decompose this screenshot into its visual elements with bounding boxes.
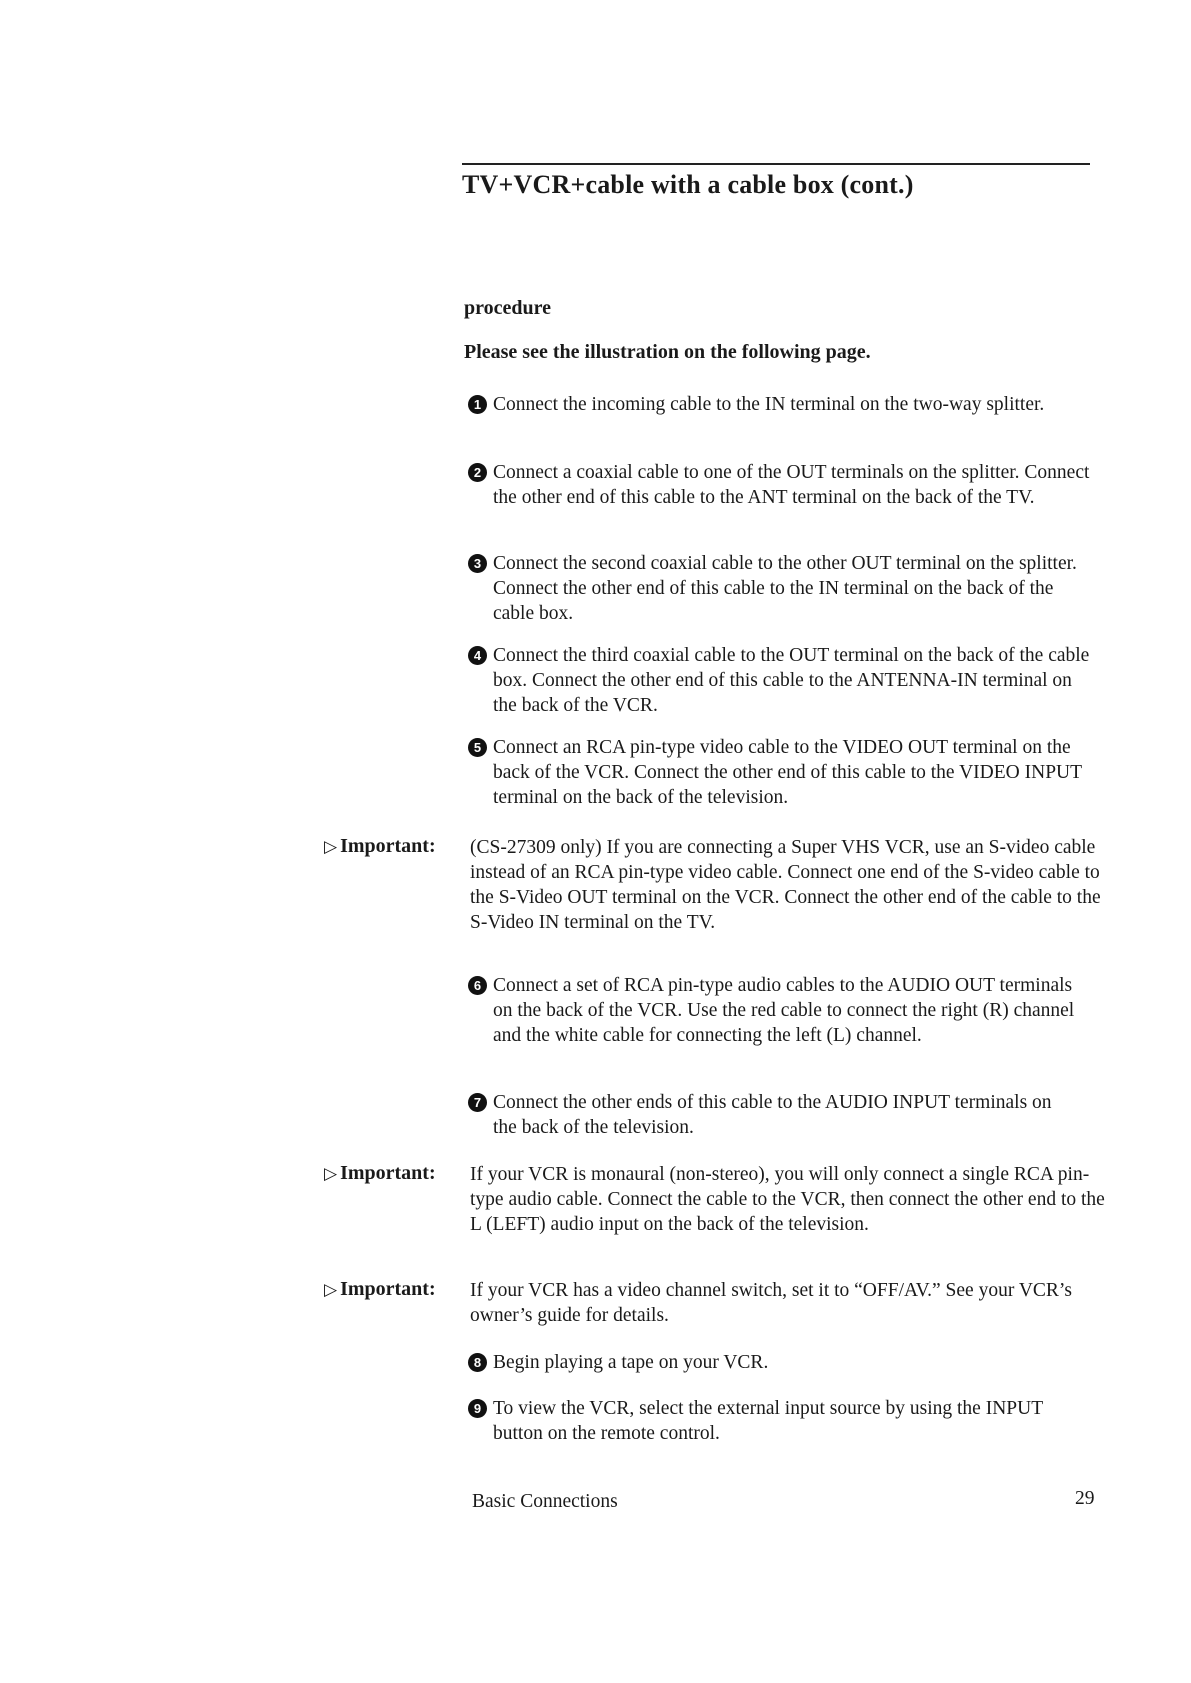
footer-section-title: Basic Connections [472,1491,618,1512]
step-8-number-icon: 8 [468,1353,487,1372]
step-1-number-icon: 1 [468,395,487,414]
step-8 [468,1350,1093,1375]
step-7-text: Connect the other ends of this cable to the AUDIO INPUT terminals on the back of the television. [493,1092,1052,1138]
step-4-text: Connect the third coaxial cable to the OUT terminal on the back of the cable box. Connect the other end of this cable to the ANTENNA-IN terminal on the back of the VCR. [493,645,1090,716]
step-4-number-icon: 4 [468,646,487,665]
important-label-2: ▷ Important: [324,1162,436,1184]
step-6-text: Connect a set of RCA pin-type audio cables to the AUDIO OUT terminals on the back of the VCR. Use the red cable to connect the right (R) channel and the white cable for connecting the left (L) channel. [493,975,1075,1046]
important-label-3: ▷ Important: [324,1278,436,1300]
step-9-text: To view the VCR, select the external input source by using the INPUT button on the remote control. [493,1398,1043,1444]
step-2-text: Connect a coaxial cable to one of the OUT terminals on the splitter. Connect the other end of this cable to the ANT terminal on the back of the TV. [493,462,1090,508]
illustration-note: Please see the illustration on the following page. [464,341,871,363]
step-6 [468,973,1088,1048]
step-5-text: Connect an RCA pin-type video cable to the VIDEO OUT terminal on the back of the VCR. Connect the other end of this cable to the VIDEO INPUT terminal on the back of the television. [493,737,1082,808]
step-2-number-icon: 2 [468,463,487,482]
important-note-1: (CS-27309 only) If you are connecting a Super VHS VCR, use an S-video cable instead of an RCA pin-type video cable. Connect one end of the S-video cable to the S-Video OUT terminal on the VCR. Connect the other end of the cable to the S-Video IN terminal on the TV. [470,837,1101,933]
important-note-3: If your VCR has a video channel switch, set it to “OFF/AV.” See your VCR’s owner’s guide for details. [470,1280,1072,1326]
step-4 [468,643,1093,718]
triangle-right-icon: ▷ [324,837,338,857]
triangle-right-icon: ▷ [324,1164,338,1184]
step-5 [468,735,1093,810]
step-5-number-icon: 5 [468,738,487,757]
step-6-number-icon: 6 [468,976,487,995]
step-9 [468,1396,1083,1446]
step-3-text: Connect the second coaxial cable to the other OUT terminal on the splitter. Connect the other end of this cable to the IN terminal on the back of the cable box. [493,553,1077,624]
step-7 [468,1090,1068,1140]
page-number: 29 [1075,1488,1095,1509]
step-1-text: Connect the incoming cable to the IN terminal on the two-way splitter. [493,394,1045,415]
important-note-2: If your VCR is monaural (non-stereo), you will only connect a single RCA pin-type audio cable. Connect the cable to the VCR, then connect the other end to the L (LEFT) audio input on the back of the television. [470,1164,1105,1235]
step-1 [468,392,1083,417]
step-3-number-icon: 3 [468,554,487,573]
triangle-right-icon: ▷ [324,1280,338,1300]
step-7-number-icon: 7 [468,1093,487,1112]
step-8-text: Begin playing a tape on your VCR. [493,1352,769,1373]
important-label-1: ▷ Important: [324,835,436,857]
procedure-heading: procedure [464,297,552,319]
page-title: TV+VCR+cable with a cable box (cont.) [462,170,914,199]
step-2 [468,460,1103,510]
step-9-number-icon: 9 [468,1399,487,1418]
step-3 [468,551,1093,626]
header-rule [462,163,1090,165]
